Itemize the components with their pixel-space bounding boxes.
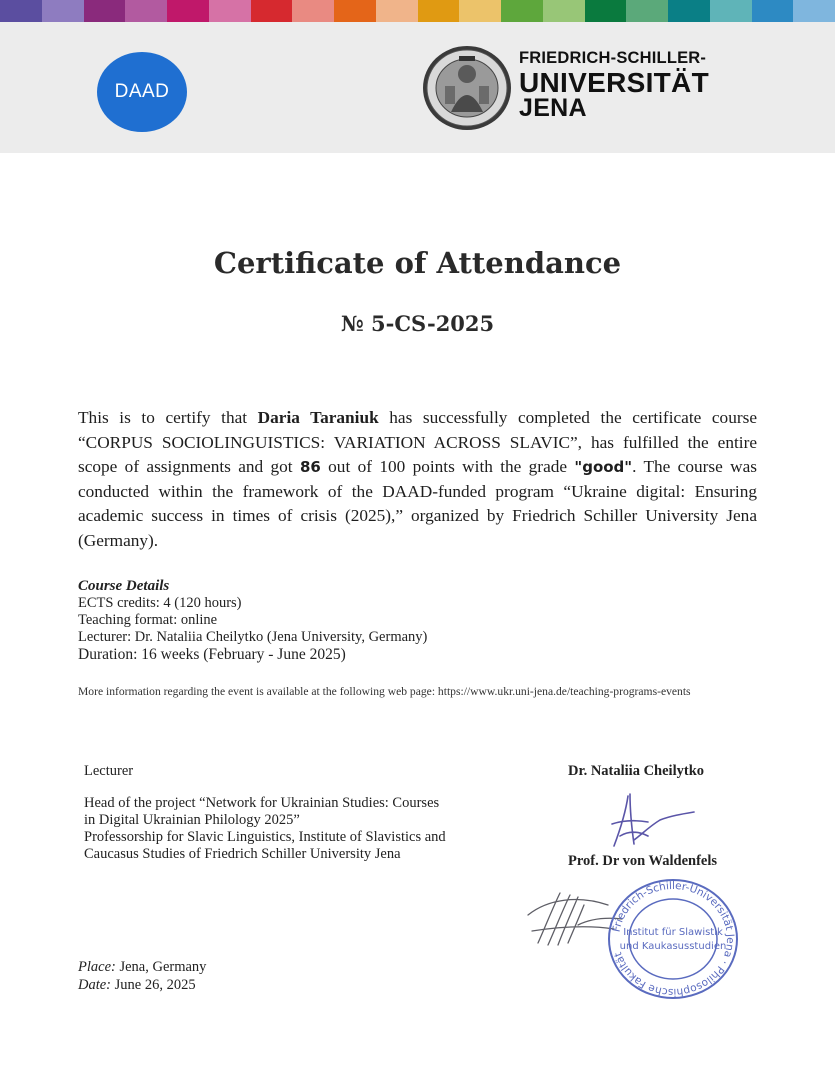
place-label: Place: [78,959,116,975]
teaching-format: Teaching format: online [78,612,218,628]
color-stripe [167,0,209,22]
points-value: 86 [299,458,321,476]
place-line [78,958,206,976]
color-stripe-bar [0,0,835,22]
certificate-number: № 5-CS-2025 [340,311,495,336]
stamp-ring-text: Friedrich-Schiller-Universität Jena · Philosophische Fakultät [610,879,737,999]
color-stripe [793,0,835,22]
color-stripe [626,0,668,22]
header [0,22,835,153]
more-info: More information regarding the event is available at the following web page: https://www.ukr.uni-jena.de/teaching-programs-events [78,685,691,698]
university-name-line3: JENA [519,93,587,122]
color-stripe [543,0,585,22]
color-stripe [418,0,460,22]
head-role-line3: Professorship for Slavic Linguistics, Institute of Slavistics and [84,829,446,845]
color-stripe [42,0,84,22]
color-stripe [0,0,42,22]
color-stripe [125,0,167,22]
lecturer-info: Lecturer: Dr. Nataliia Cheilytko (Jena University, Germany) [78,629,428,645]
ects-credits: ECTS credits: 4 (120 hours) [78,595,242,611]
color-stripe [668,0,710,22]
color-stripe [334,0,376,22]
institute-stamp-icon [606,877,740,1001]
lecturer-name: Dr. Nataliia Cheilytko [568,763,705,779]
university-seal-icon [421,44,513,132]
date-value: June 26, 2025 [111,977,196,993]
body-intro: This is to certify that [78,408,258,427]
lecturer-role: Lecturer [84,763,134,779]
head-role-line1: Head of the project “Network for Ukrainian Studies: Courses [84,795,440,811]
color-stripe [84,0,126,22]
color-stripe [459,0,501,22]
grade-value: "good" [574,458,633,476]
student-name: Daria Taraniuk [257,408,379,427]
university-name-line2: UNIVERSITÄT [519,66,709,98]
duration: Duration: 16 weeks (February - June 2025) [78,646,346,663]
university-name-line1: FRIEDRICH-SCHILLER- [519,49,707,67]
stamp-inner-line2: und Kaukasusstudien [619,941,727,952]
project-head-role [84,795,514,863]
daad-logo [97,52,187,132]
lecturer-signature-icon [590,790,700,852]
color-stripe [710,0,752,22]
color-stripe [501,0,543,22]
color-stripe [585,0,627,22]
daad-logo-text: DAAD [114,81,170,102]
place-date [78,958,206,994]
head-role-line2: in Digital Ukrainian Philology 2025” [84,812,300,828]
body-text1: has successfully completed the certificate course “CORPUS SOCIOLINGUISTICS: VARIATION ACROSS SLAVIC”, has fulfilled the entire scope of assignments and got [78,408,757,476]
project-head-name: Prof. Dr von Waldenfels [568,853,718,869]
certificate-title: Certificate of Attendance [213,246,622,280]
color-stripe [376,0,418,22]
body-text3: . The course was conducted within the framework of the DAAD-funded program “Ukraine digital: Ensuring academic success in times of crisis (2025),” organized by Friedrich Schiller University Jena (Germany). [78,457,757,550]
place-value: Jena, Germany [115,959,207,975]
course-details [78,578,427,663]
color-stripe [209,0,251,22]
date-label: Date: [78,977,112,993]
date-line [78,976,206,994]
certificate-body [78,406,757,553]
course-details-heading: Course Details [78,578,170,594]
body-text2: out of 100 points with the grade [320,457,575,476]
color-stripe [292,0,334,22]
color-stripe [251,0,293,22]
head-role-line4: Caucasus Studies of Friedrich Schiller University Jena [84,846,401,862]
university-name [519,50,709,121]
color-stripe [752,0,794,22]
stamp-inner-line1: Institut für Slawistik [623,927,723,938]
